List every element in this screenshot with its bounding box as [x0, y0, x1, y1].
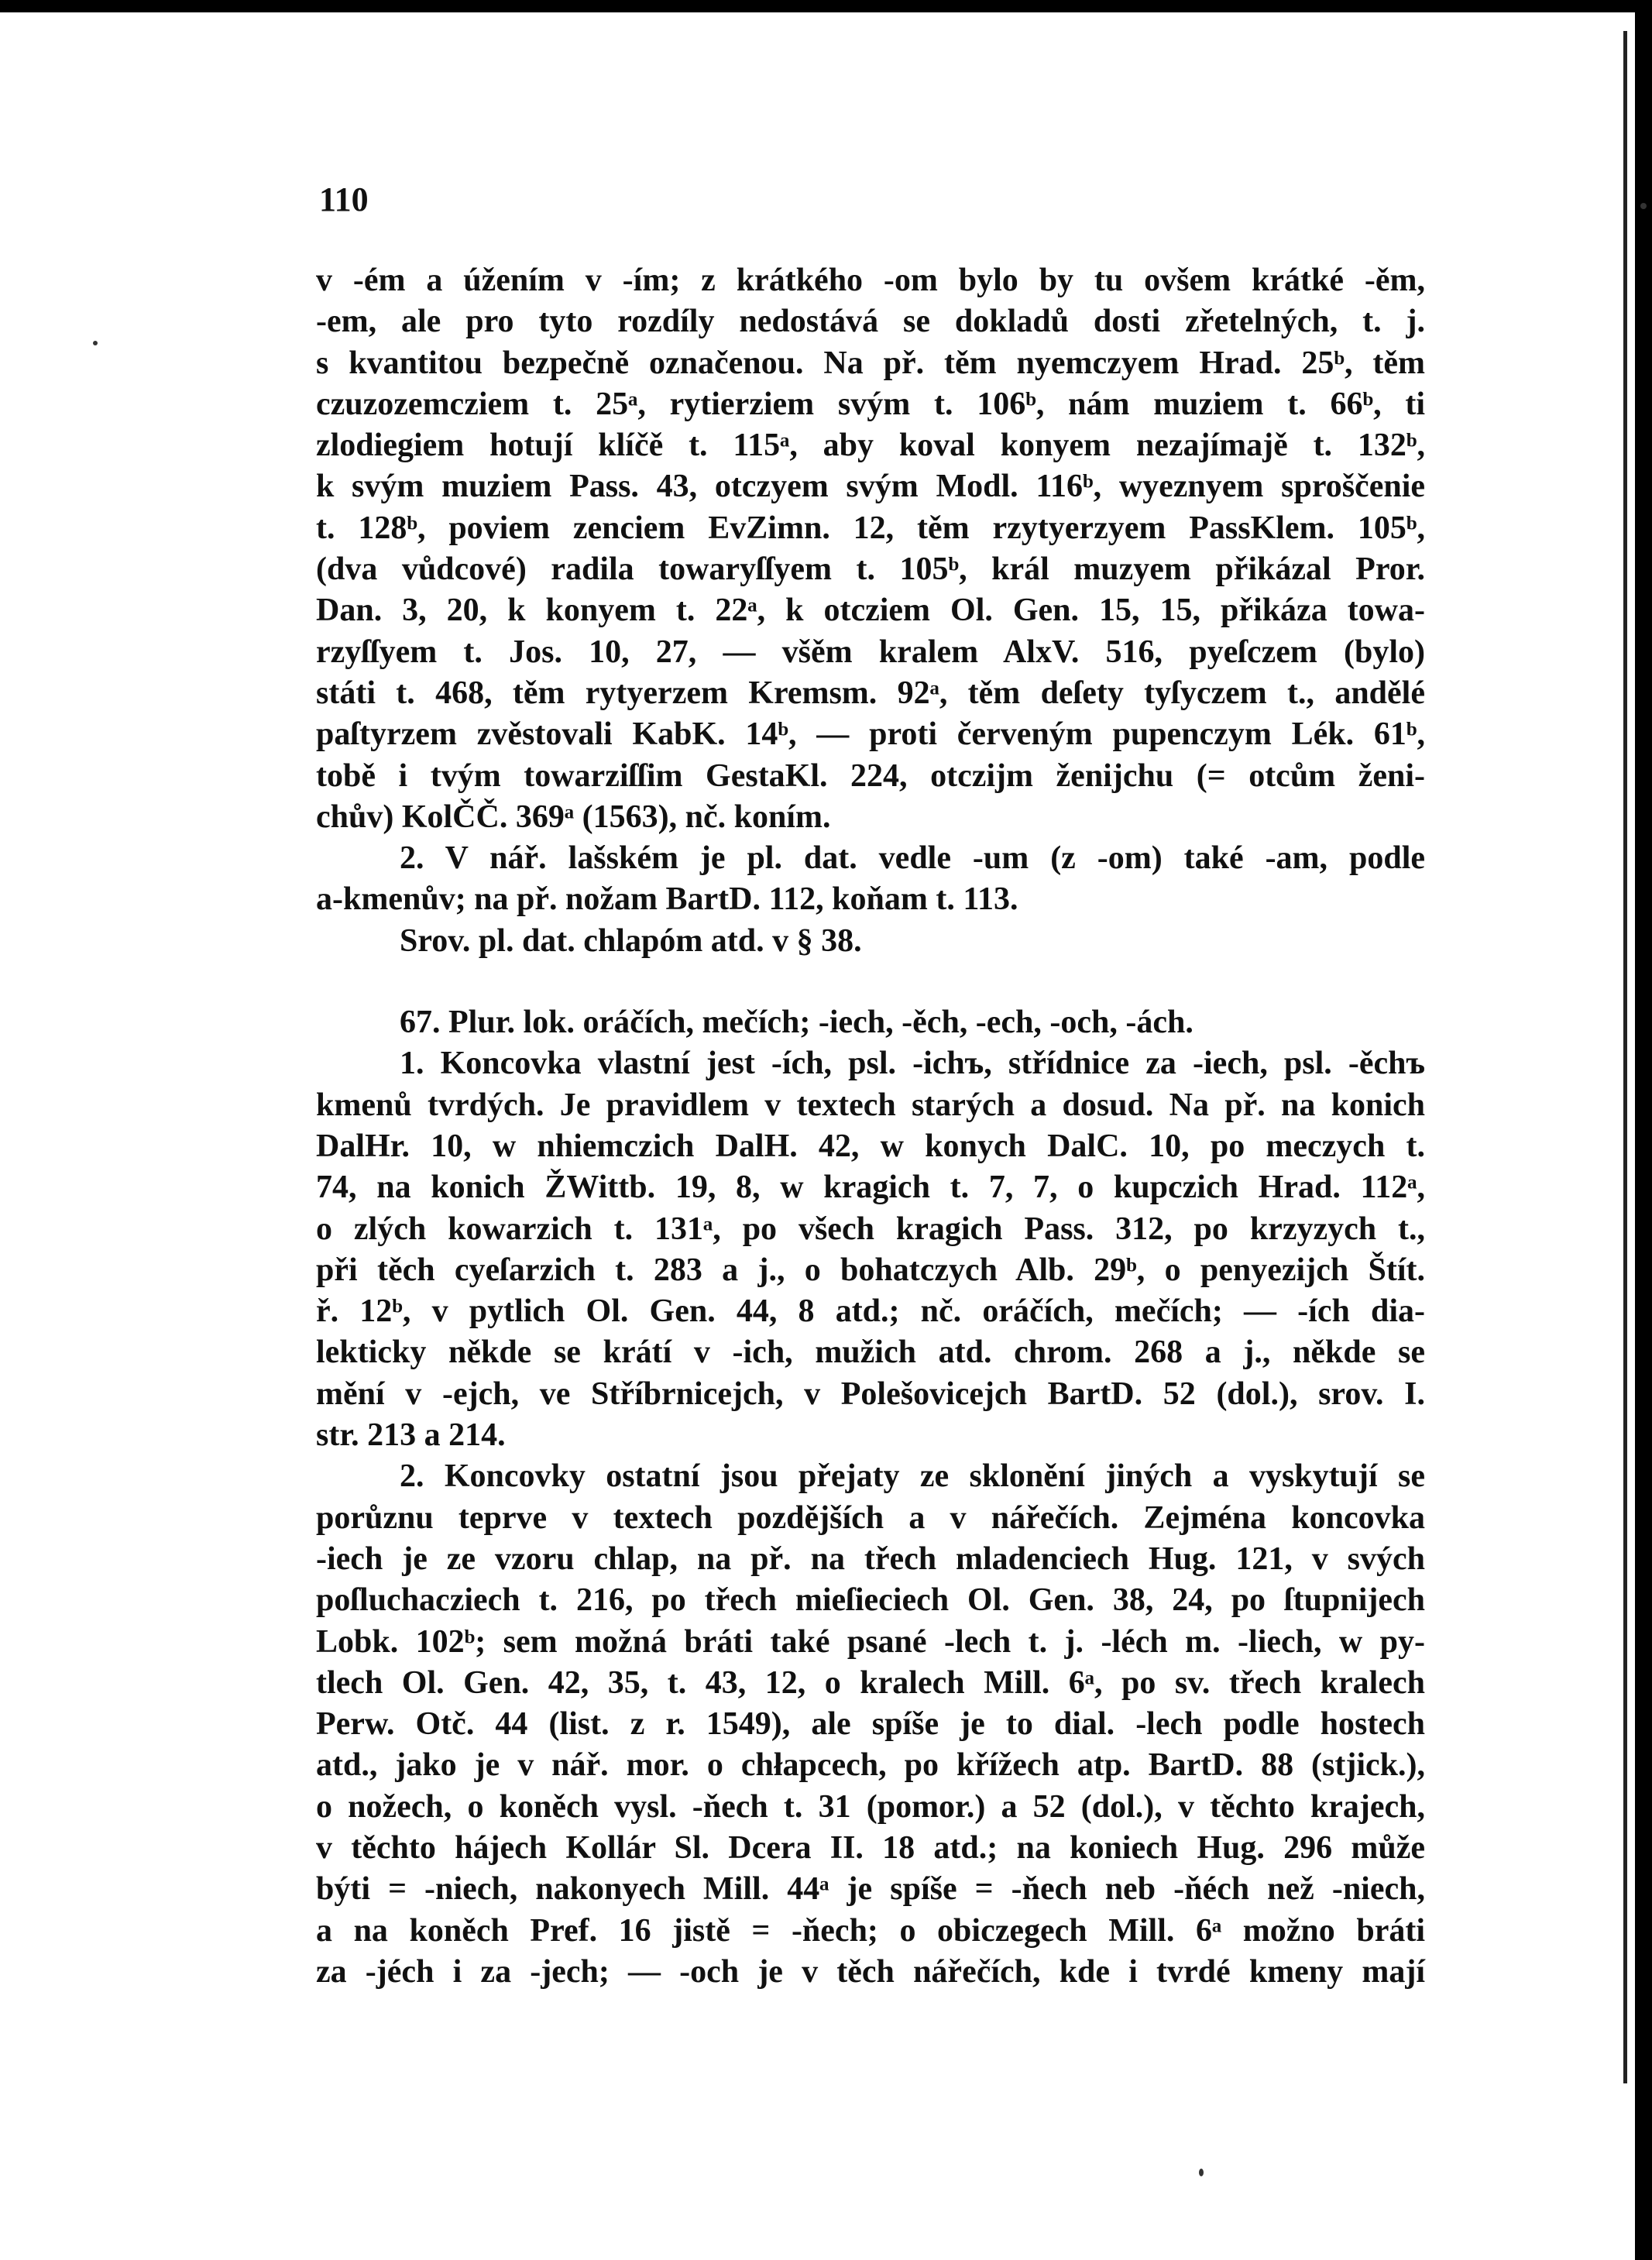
scan-speck [1640, 203, 1647, 209]
text-line: porůznu teprve v textech pozdějších a v nářečích. Zejména koncovka [316, 1499, 1425, 1536]
scan-top-edge [0, 0, 1652, 12]
section-gap [316, 962, 1425, 1002]
text-line: chův) KolČČ. 369ᵃ (1563), nč. koním. [316, 799, 831, 835]
text-line: zlodiegiem hotují klíčě t. 115ᵃ, aby koval konyem nezajímajě t. 132ᵇ, [316, 428, 1425, 464]
text-line: 2. Koncovky ostatní jsou přejaty ze sklonění jiných a vyskytují se [400, 1458, 1425, 1495]
text-line: při těch cyeſarzich t. 283 a j., o bohatczych Alb. 29ᵇ, o penyezijch Štít. [316, 1252, 1425, 1288]
body-text [316, 260, 1425, 1993]
text-line: Perw. Otč. 44 (list. z r. 1549), ale spíše je to dial. -lech podle hostech [316, 1706, 1425, 1743]
text-line: str. 213 a 214. [316, 1417, 506, 1454]
text-line: v těchto hájech Kollár Sl. Dcera II. 18 atd.; na koniech Hug. 296 může [316, 1829, 1425, 1866]
text-line: t. 128ᵇ, poviem zenciem EvZimn. 12, těm rzytyerzyem PassKlem. 105ᵇ, [316, 510, 1425, 546]
text-line: za -jéch i za -jech; — -och je v těch nářečích, kde i tvrdé kmeny mají [316, 1953, 1425, 1990]
text-line: tobě i tvým towarziſſim GestaKl. 224, otczijm ženijchu (= otcům ženi- [316, 757, 1425, 794]
text-line: ř. 12ᵇ, v pytlich Ol. Gen. 44, 8 atd.; nč. oráčích, mečích; — -ích dia- [316, 1293, 1425, 1330]
text-line: 2. V nář. lašském je pl. dat. vedle -um (z -om) také -am, podle [400, 840, 1425, 877]
text-line: czuzozemcziem t. 25ᵃ, rytierziem svým t. 106ᵇ, nám muziem t. 66ᵇ, ti [316, 386, 1425, 422]
text-line: rzyſſyem t. Jos. 10, 27, — všěm kralem AlxV. 516, pyeſczem (bylo) [316, 634, 1425, 670]
text-line: mění v -ejch, ve Stříbrnicejch, v Polešovicejch BartD. 52 (dol.), srov. I. [316, 1376, 1425, 1412]
text-line: o nožech, o koněch vysl. -ňech t. 31 (pomor.) a 52 (dol.), v těchto krajech, [316, 1788, 1425, 1825]
text-line: tlech Ol. Gen. 42, 35, t. 43, 12, o kralech Mill. 6ᵃ, po sv. třech kralech [316, 1664, 1425, 1701]
text-line: kmenů tvrdých. Je pravidlem v textech starých a dosud. Na př. na konich [316, 1087, 1425, 1123]
text-line: atd., jako je v nář. mor. o chłapcech, po křížech atp. BartD. 88 (stjick.), [316, 1747, 1425, 1784]
text-line: a-kmenův; na př. nožam BartD. 112, koňam t. 113. [316, 881, 1018, 918]
gutter-rule [1623, 31, 1627, 2083]
text-line: s kvantitou bezpečně označenou. Na př. těm nyemczyem Hrad. 25ᵇ, těm [316, 345, 1425, 381]
text-line: státi t. 468, těm rytyerzem Kremsm. 92ᵃ, těm deſety tyſyczem t., andělé [316, 675, 1425, 711]
text-line: v -ém a úžením v -ím; z krátkého -om bylo by tu ovšem krátké -ěm, [316, 263, 1425, 298]
text-line: o zlých kowarzich t. 131ᵃ, po všech kragich Pass. 312, po krzyzych t., [316, 1211, 1425, 1247]
text-line: býti = -niech, nakonyech Mill. 44ᵃ je spíše = -ňech neb -ňéch než -niech, [316, 1871, 1425, 1908]
text-line: 1. Koncovka vlastní jest -ích, psl. -ichъ, střídnice za -iech, psl. -ěchъ [400, 1046, 1425, 1082]
text-line: a na koněch Pref. 16 jistě = -ňech; o obiczegech Mill. 6ᵃ možno bráti [316, 1912, 1425, 1949]
scan-right-edge [1635, 0, 1652, 2260]
scan-speck [93, 341, 98, 345]
text-line: Lobk. 102ᵇ; sem možná bráti také psané -lech t. j. -léch m. -liech, w py- [316, 1623, 1425, 1660]
page-number: 110 [319, 180, 369, 218]
section-heading: 67. Plur. lok. oráčích, mečích; -iech, -ěch, -ech, -och, -ách. [400, 1005, 1193, 1041]
text-line: (dva vůdcové) radila towaryſſyem t. 105ᵇ, král muzyem přikázal Pror. [316, 551, 1425, 588]
text-line: -em, ale pro tyto rozdíly nedostává se dokladů dosti zřetelných, t. j. [316, 304, 1425, 340]
text-line: Dan. 3, 20, k konyem t. 22ᵃ, k otcziem Ol. Gen. 15, 15, přikáza towa- [316, 592, 1425, 629]
text-line: poſluchacziech t. 216, po třech mieſieciech Ol. Gen. 38, 24, po ſtupnijech [316, 1582, 1425, 1619]
text-line: 74, na konich ŽWittb. 19, 8, w kragich t. 7, 7, o kupczich Hrad. 112ᵃ, [316, 1169, 1425, 1206]
scan-speck [1199, 2169, 1204, 2176]
text-line: lekticky někde se krátí v -ich, mužich atd. chrom. 268 a j., někde se [316, 1334, 1425, 1371]
text-line: -iech je ze vzoru chlap, na př. na třech mladenciech Hug. 121, v svých [316, 1540, 1425, 1577]
text-line: paſtyrzem zvěstovali KabK. 14ᵇ, — proti červeným pupenczym Lék. 61ᵇ, [316, 716, 1425, 753]
text-line: k svým muziem Pass. 43, otczyem svým Modl. 116ᵇ, wyeznyem sproščenie [316, 469, 1425, 505]
text-line: DalHr. 10, w nhiemczich DalH. 42, w konych DalC. 10, po meczych t. [316, 1128, 1425, 1164]
text-line: Srov. pl. dat. chlapóm atd. v § 38. [400, 922, 862, 959]
